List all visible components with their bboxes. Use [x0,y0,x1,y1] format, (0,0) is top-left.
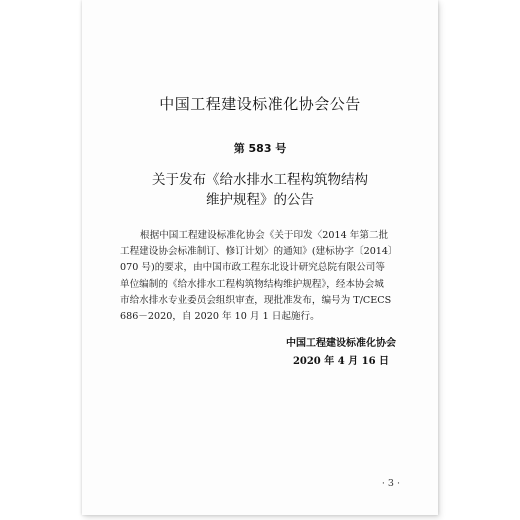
announcement-body [120,228,402,325]
signature-organization: 中国工程建设标准化协会 [286,338,396,349]
title-line: 维护规程》的公告 [206,192,314,208]
announcement-title [82,170,438,210]
body-line: 市给水排水专业委员会组织审查，现批准发布，编号为 T/CECS [120,294,392,306]
body-line: 工程建设协会标准制订、修订计划〉的通知》(建标协字〔2014〕 [120,246,398,258]
body-line: 070 号)的要求，由中国市政工程东北设计研究总院有限公司等 [120,262,385,274]
title-line: 关于发布《给水排水工程构筑物结构 [152,172,368,188]
signature-block [286,335,396,371]
document-page [82,0,438,515]
page-number: · 3 · [381,478,400,489]
body-line: 根据中国工程建设标准化协会《关于印发〈2014 年第二批 [140,230,389,241]
body-line: 686－2020，自 2020 年 10 月 1 日起施行。 [120,311,320,323]
signature-date: 2020 年 4 月 16 日 [292,356,390,367]
announcement-number: 第 583 号 [233,142,287,155]
body-line: 单位编制的《给水排水工程构筑物结构维护规程》，经本协会城 [120,278,384,290]
page-heading: 中国工程建设标准化协会公告 [159,95,361,113]
